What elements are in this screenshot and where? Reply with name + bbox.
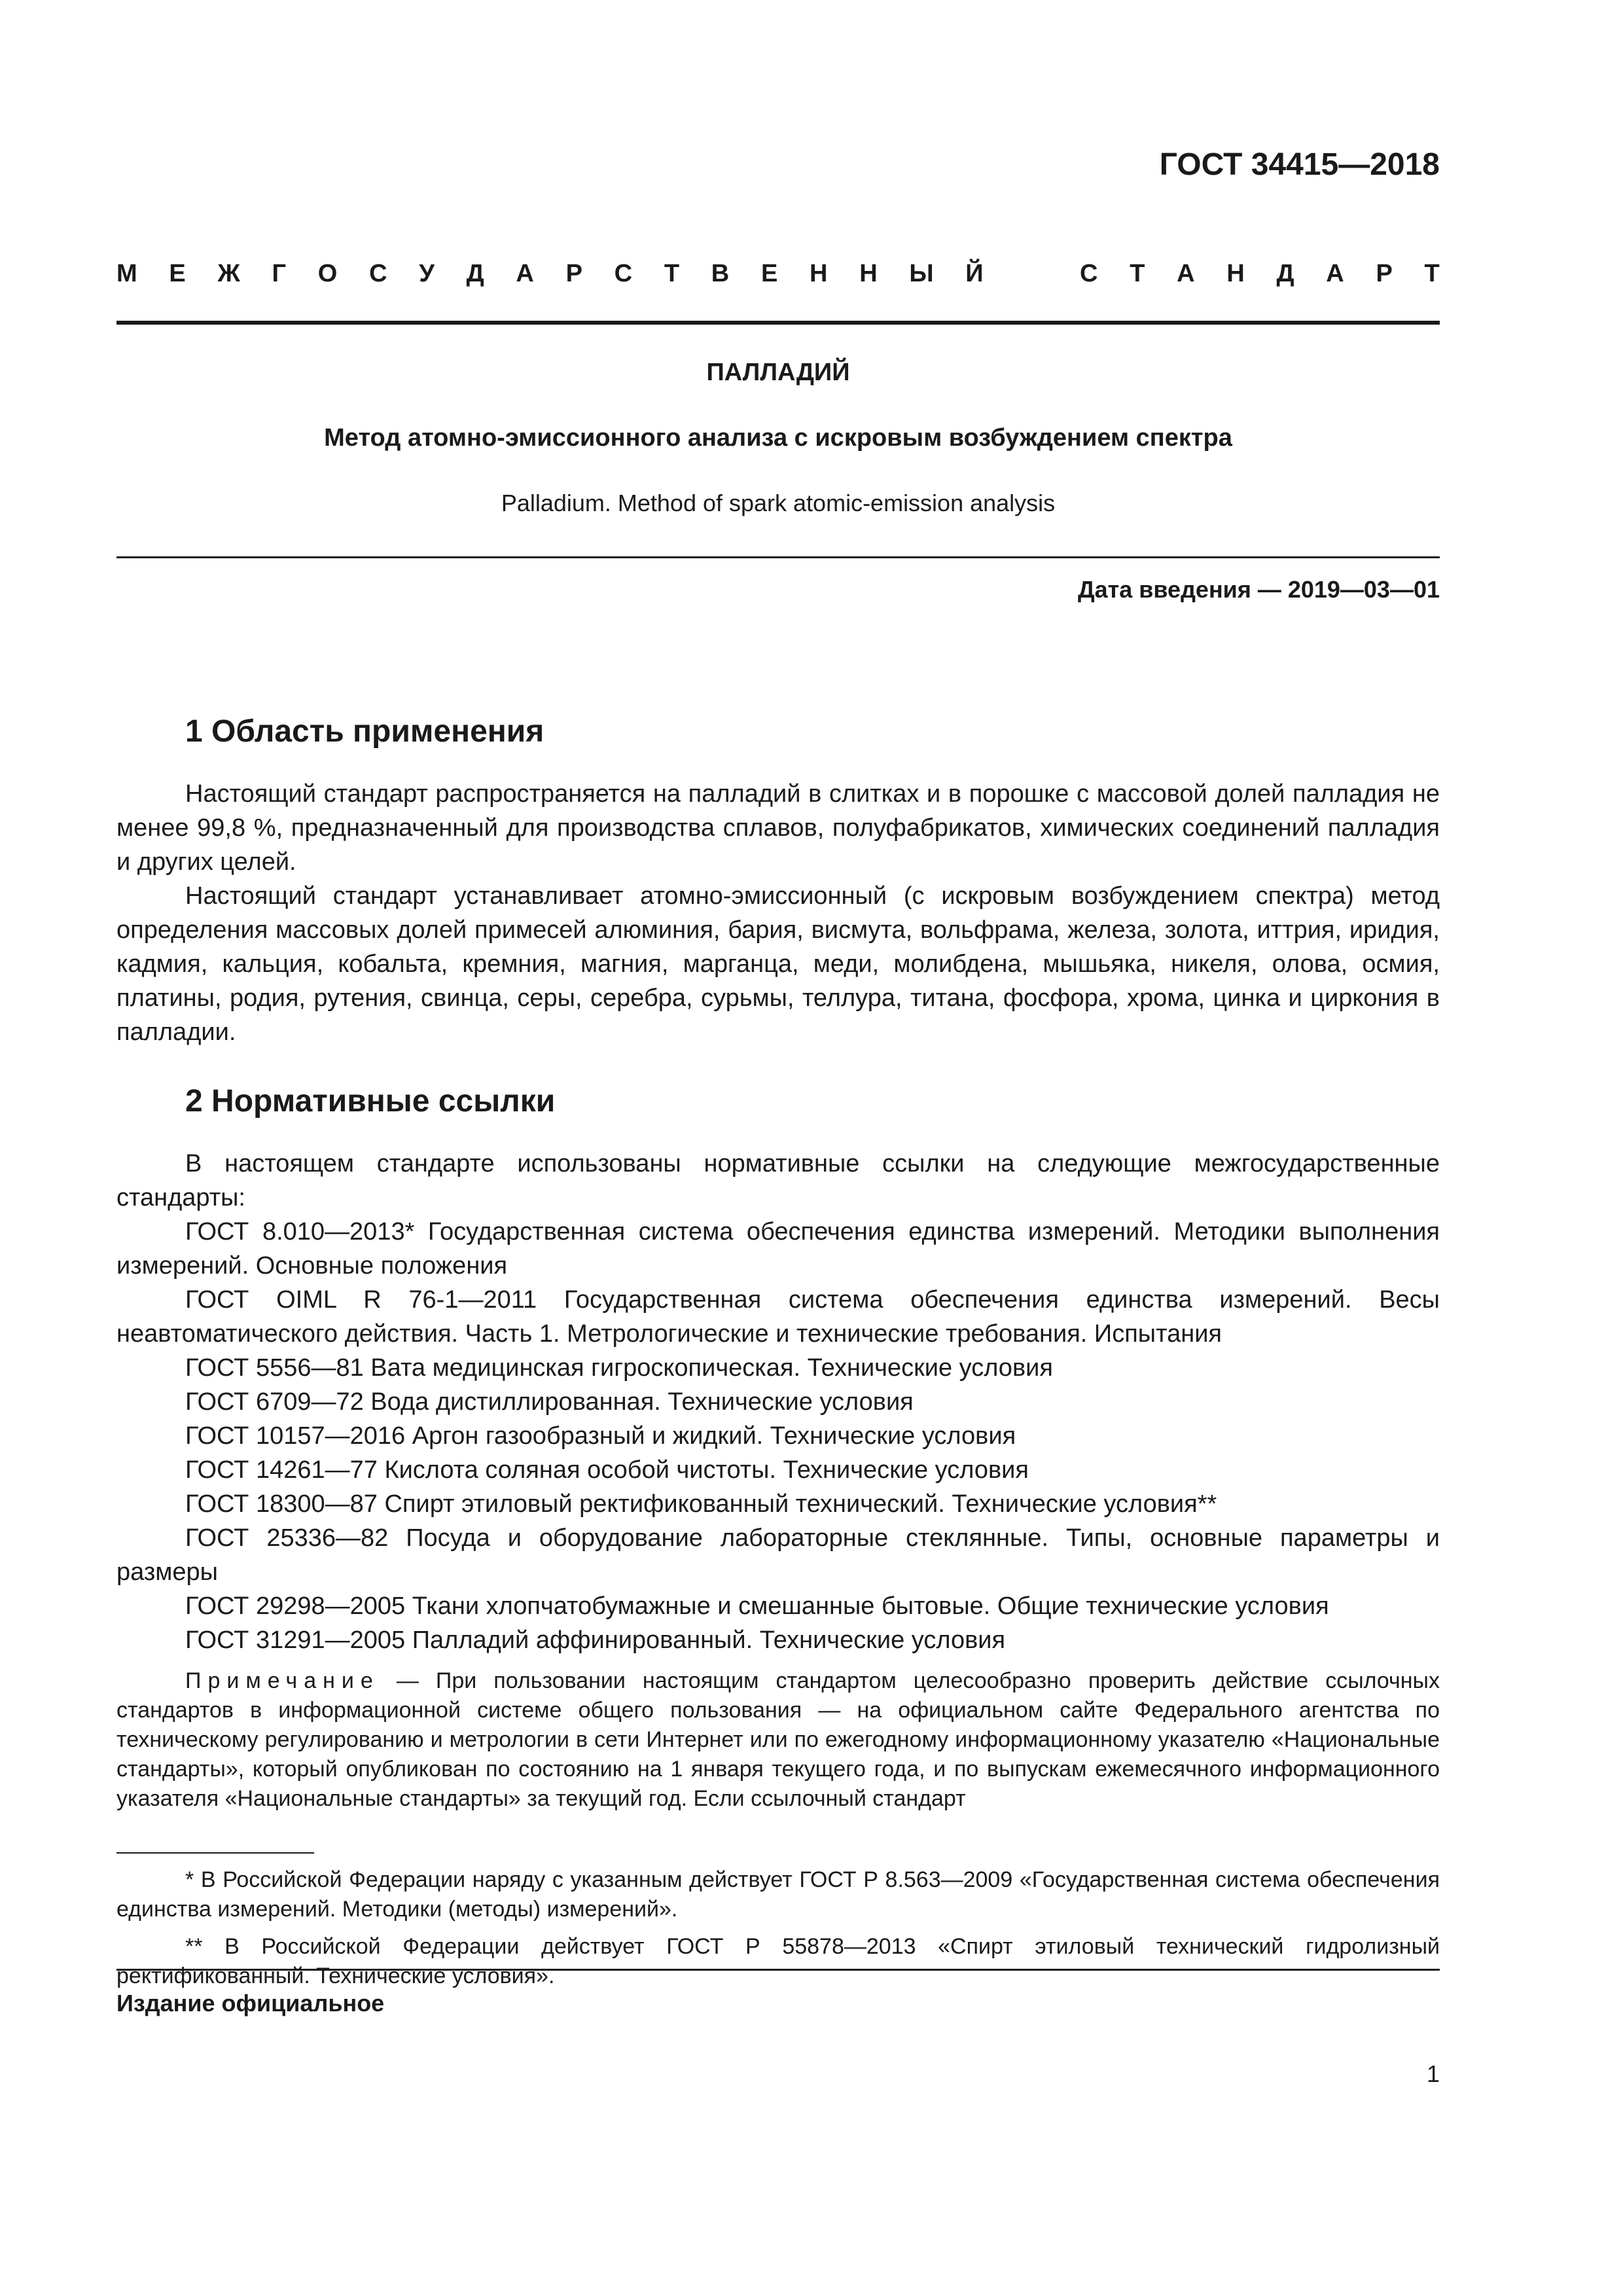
standard-type-letter: С: [369, 260, 387, 287]
standard-type-letter: Р: [1376, 260, 1393, 287]
section-2-intro: В настоящем стандарте использованы нормативные ссылки на следующие межгосударственные стандарты:: [116, 1150, 1440, 1211]
document-subtitle: Метод атомно-эмиссионного анализа с искровым возбуждением спектра: [324, 424, 1232, 452]
standard-type-letter: В: [711, 260, 730, 287]
document-number: ГОСТ 34415—2018: [1159, 147, 1440, 182]
standard-type-letter: С: [1080, 260, 1098, 287]
reference-item: ГОСТ 29298—2005 Ткани хлопчатобумажные и смешанные бытовые. Общие технические условия: [185, 1592, 1329, 1620]
footer-divider: [116, 1969, 1440, 1971]
reference-item: ГОСТ 5556—81 Вата медицинская гигроскопическая. Технические условия: [185, 1354, 1053, 1382]
reference-item: ГОСТ 6709—72 Вода дистиллированная. Технические условия: [185, 1388, 914, 1416]
reference-item: ГОСТ 8.010—2013* Государственная система обеспечения единства измерений. Методики выполнения измерений. Основные положения: [116, 1218, 1440, 1280]
standard-type-letter: Г: [272, 260, 287, 287]
note-text: — При пользовании настоящим стандартом целесообразно проверить действие ссылочных стандартов в информационной системе общего пользования — на официальном сайте Федерального агентства по техническому регулированию и метрологии в сети Интернет или по ежегодному информационному указателю «Национальные стандарты», который опубликован по состоянию на 1 января текущего года, и по выпускам ежемесячного информационного указателя «Национальные стандарты» за текущий год. Если ссылочный стандарт: [116, 1668, 1440, 1811]
standard-type-letter: С: [614, 260, 633, 287]
section-1-paragraph: Настоящий стандарт устанавливает атомно-эмиссионный (с искровым возбуждением спектра) метод определения массовых долей примесей алюминия, бария, висмута, вольфрама, железа, золота, иттрия, иридия, кадмия, кальция, кобальта, кремния, магния, марганца, меди, молибдена, мышьяка, никеля, олова, осмия, платины, родия, рутения, свинца, серы, серебра, сурьмы, теллура, титана, фосфора, хрома, цинка и циркония в палладии.: [116, 882, 1440, 1046]
note-label: Примечание: [185, 1668, 380, 1693]
document-title-english: Palladium. Method of spark atomic-emission analysis: [501, 490, 1056, 516]
reference-item: ГОСТ 18300—87 Спирт этиловый ректификованный технический. Технические условия**: [185, 1490, 1217, 1518]
section-2: [116, 1083, 1440, 1814]
standard-type-letter: Н: [810, 260, 828, 287]
footnotes: [116, 1865, 1440, 1999]
section-2-heading: 2 Нормативные ссылки: [185, 1084, 556, 1119]
standard-type-letter: Т: [1130, 260, 1145, 287]
standard-type-letter: У: [419, 260, 435, 287]
note: [116, 1666, 1440, 1814]
footnote-item: ** В Российской Федерации действует ГОСТ Р 55878—2013 «Спирт этиловый технический гидролизный ректификованный. Технические условия».: [116, 1934, 1440, 1988]
footnote-item: * В Российской Федерации наряду с указанным действует ГОСТ Р 8.563—2009 «Государственная система обеспечения единства измерений. Методики (методы) измерений».: [116, 1867, 1440, 1922]
reference-item: ГОСТ 14261—77 Кислота соляная особой чистоты. Технические условия: [185, 1456, 1029, 1484]
standard-type-letter: Н: [859, 260, 878, 287]
standard-type-letter: А: [1177, 260, 1195, 287]
standard-type-letter: А: [516, 260, 534, 287]
header-divider: [116, 321, 1440, 325]
standard-type-letter: Р: [565, 260, 582, 287]
standard-type-letter: Д: [466, 260, 484, 287]
standard-type-letter: Е: [760, 260, 778, 287]
edition-label: Издание официальное: [116, 1990, 385, 2017]
title-divider: [116, 556, 1440, 558]
section-1-paragraph: Настоящий стандарт распространяется на палладий в слитках и в порошке с массовой долей палладия не менее 99,8 %, предназначенный для производства сплавов, полуфабрикатов, химических соединений палладия и других целей.: [116, 780, 1440, 876]
standard-type-letter: Ы: [909, 260, 934, 287]
standard-type-letter: Т: [664, 260, 680, 287]
standard-type-letter: Е: [169, 260, 186, 287]
standard-type-letter: А: [1326, 260, 1344, 287]
page-number: 1: [1426, 2060, 1440, 2087]
standard-type-letter: М: [116, 260, 137, 287]
standard-type-letter: Н: [1226, 260, 1245, 287]
standard-type-letter: Т: [1424, 260, 1440, 287]
section-1: [116, 713, 1440, 1049]
standard-type-letter: Д: [1276, 260, 1294, 287]
standard-type-letter: Й: [965, 260, 984, 287]
standard-type-letter: О: [317, 260, 338, 287]
introduction-date: Дата введения — 2019—03—01: [1077, 576, 1440, 603]
reference-item: ГОСТ OIML R 76-1—2011 Государственная система обеспечения единства измерений. Весы неавтоматического действия. Часть 1. Метрологические и технические требования. Испытания: [116, 1286, 1440, 1348]
reference-item: ГОСТ 31291—2005 Палладий аффинированный. Технические условия: [185, 1626, 1006, 1654]
footnote-separator: [116, 1852, 314, 1854]
standard-type-letter: Ж: [217, 260, 240, 287]
section-1-heading: 1 Область применения: [185, 714, 544, 749]
word-gap: [1015, 260, 1048, 288]
document-title: ПАЛЛАДИЙ: [706, 359, 850, 386]
reference-item: ГОСТ 25336—82 Посуда и оборудование лабораторные стеклянные. Типы, основные параметры и размеры: [116, 1524, 1440, 1586]
reference-item: ГОСТ 10157—2016 Аргон газообразный и жидкий. Технические условия: [185, 1422, 1016, 1450]
standard-type-heading: [116, 260, 1440, 288]
